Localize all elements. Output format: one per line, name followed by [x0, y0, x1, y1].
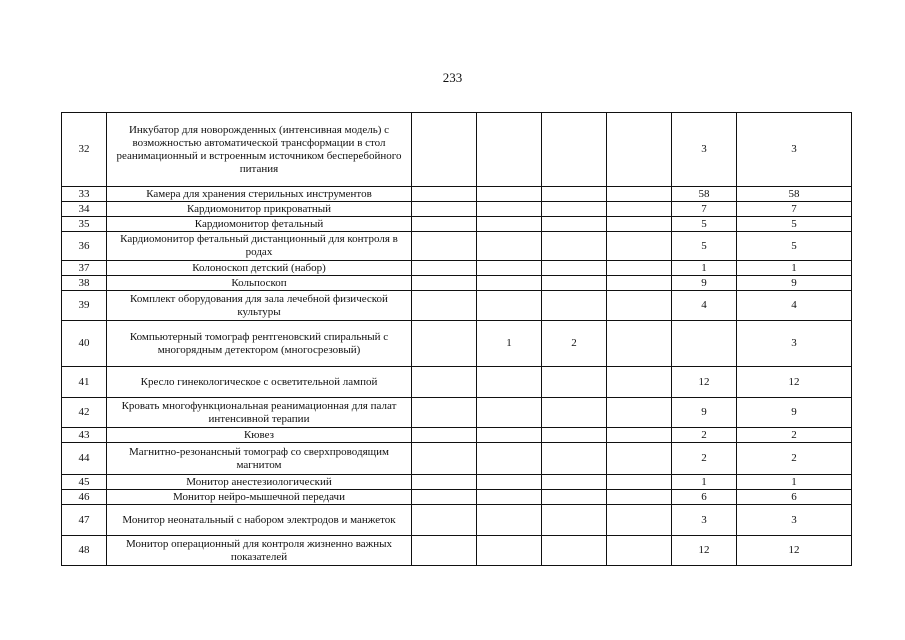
- cell-col-6: 1: [737, 261, 852, 276]
- cell-col-3: [542, 276, 607, 291]
- table-row: [62, 276, 852, 291]
- table-row: [62, 232, 852, 261]
- cell-col-5: 2: [672, 443, 737, 475]
- cell-col-1: [412, 536, 477, 566]
- cell-col-6: 5: [737, 232, 852, 261]
- cell-col-5: 3: [672, 113, 737, 187]
- cell-col-5: 7: [672, 202, 737, 217]
- cell-col-2: [477, 202, 542, 217]
- cell-col-1: [412, 291, 477, 321]
- cell-col-5: 1: [672, 475, 737, 490]
- equipment-name: Кровать многофункциональная реанимационная для палат интенсивной терапии: [107, 398, 412, 428]
- cell-col-1: [412, 202, 477, 217]
- cell-col-4: [607, 536, 672, 566]
- cell-col-6: 9: [737, 276, 852, 291]
- cell-col-2: [477, 232, 542, 261]
- equipment-name: Кардиомонитор фетальный: [107, 217, 412, 232]
- cell-col-2: [477, 367, 542, 398]
- row-number: 41: [62, 367, 107, 398]
- cell-col-1: [412, 505, 477, 536]
- cell-col-6: 2: [737, 443, 852, 475]
- cell-col-6: 3: [737, 505, 852, 536]
- cell-col-2: [477, 428, 542, 443]
- cell-col-4: [607, 202, 672, 217]
- cell-col-3: [542, 187, 607, 202]
- cell-col-3: [542, 398, 607, 428]
- equipment-name: Кардиомонитор фетальный дистанционный для контроля в родах: [107, 232, 412, 261]
- cell-col-3: [542, 536, 607, 566]
- cell-col-5: 6: [672, 490, 737, 505]
- table-row: [62, 490, 852, 505]
- cell-col-3: [542, 367, 607, 398]
- cell-col-6: 7: [737, 202, 852, 217]
- cell-col-4: [607, 398, 672, 428]
- cell-col-2: [477, 398, 542, 428]
- cell-col-3: 2: [542, 321, 607, 367]
- equipment-name: Камера для хранения стерильных инструментов: [107, 187, 412, 202]
- cell-col-3: [542, 505, 607, 536]
- equipment-name: Монитор анестезиологический: [107, 475, 412, 490]
- equipment-name: Компьютерный томограф рентгеновский спиральный с многорядным детектором (многосрезовый): [107, 321, 412, 367]
- equipment-name: Инкубатор для новорожденных (интенсивная модель) с возможностью автоматической трансформации в стол реанимационный и встроенным источником бесперебойного питания: [107, 113, 412, 187]
- table-row: [62, 202, 852, 217]
- cell-col-1: [412, 187, 477, 202]
- cell-col-5: 9: [672, 276, 737, 291]
- cell-col-2: [477, 217, 542, 232]
- cell-col-6: 58: [737, 187, 852, 202]
- table-row: [62, 536, 852, 566]
- cell-col-2: 1: [477, 321, 542, 367]
- cell-col-1: [412, 232, 477, 261]
- table-row: [62, 187, 852, 202]
- cell-col-5: 58: [672, 187, 737, 202]
- cell-col-3: [542, 428, 607, 443]
- table-row: [62, 217, 852, 232]
- row-number: 33: [62, 187, 107, 202]
- table-row: [62, 321, 852, 367]
- cell-col-1: [412, 367, 477, 398]
- table-row: [62, 475, 852, 490]
- cell-col-5: 9: [672, 398, 737, 428]
- cell-col-5: 5: [672, 217, 737, 232]
- row-number: 34: [62, 202, 107, 217]
- cell-col-5: 3: [672, 505, 737, 536]
- row-number: 46: [62, 490, 107, 505]
- equipment-name: Монитор нейро-мышечной передачи: [107, 490, 412, 505]
- table-row: [62, 505, 852, 536]
- row-number: 39: [62, 291, 107, 321]
- table-row: [62, 367, 852, 398]
- cell-col-3: [542, 291, 607, 321]
- row-number: 38: [62, 276, 107, 291]
- equipment-table-body: [62, 113, 852, 566]
- row-number: 37: [62, 261, 107, 276]
- cell-col-6: 4: [737, 291, 852, 321]
- cell-col-4: [607, 321, 672, 367]
- cell-col-6: 5: [737, 217, 852, 232]
- cell-col-5: 12: [672, 536, 737, 566]
- row-number: 43: [62, 428, 107, 443]
- equipment-name: Кардиомонитор прикроватный: [107, 202, 412, 217]
- cell-col-6: 3: [737, 321, 852, 367]
- cell-col-4: [607, 505, 672, 536]
- cell-col-1: [412, 276, 477, 291]
- cell-col-5: 2: [672, 428, 737, 443]
- cell-col-4: [607, 113, 672, 187]
- cell-col-2: [477, 536, 542, 566]
- row-number: 32: [62, 113, 107, 187]
- cell-col-5: [672, 321, 737, 367]
- table-row: [62, 291, 852, 321]
- cell-col-3: [542, 475, 607, 490]
- cell-col-2: [477, 490, 542, 505]
- cell-col-4: [607, 232, 672, 261]
- cell-col-4: [607, 187, 672, 202]
- cell-col-2: [477, 291, 542, 321]
- cell-col-6: 12: [737, 536, 852, 566]
- cell-col-4: [607, 490, 672, 505]
- cell-col-1: [412, 443, 477, 475]
- equipment-name: Кресло гинекологическое с осветительной лампой: [107, 367, 412, 398]
- equipment-table: [61, 112, 852, 566]
- equipment-name: Комплект оборудования для зала лечебной физической культуры: [107, 291, 412, 321]
- table-row: [62, 113, 852, 187]
- cell-col-1: [412, 261, 477, 276]
- cell-col-3: [542, 217, 607, 232]
- cell-col-5: 12: [672, 367, 737, 398]
- cell-col-3: [542, 202, 607, 217]
- cell-col-4: [607, 261, 672, 276]
- cell-col-4: [607, 291, 672, 321]
- cell-col-2: [477, 443, 542, 475]
- cell-col-2: [477, 475, 542, 490]
- row-number: 40: [62, 321, 107, 367]
- table-row: [62, 261, 852, 276]
- table-row: [62, 398, 852, 428]
- cell-col-4: [607, 428, 672, 443]
- row-number: 35: [62, 217, 107, 232]
- cell-col-2: [477, 276, 542, 291]
- cell-col-5: 5: [672, 232, 737, 261]
- equipment-name: Монитор операционный для контроля жизненно важных показателей: [107, 536, 412, 566]
- equipment-name: Кювез: [107, 428, 412, 443]
- cell-col-3: [542, 261, 607, 276]
- cell-col-4: [607, 217, 672, 232]
- cell-col-1: [412, 428, 477, 443]
- cell-col-4: [607, 443, 672, 475]
- cell-col-1: [412, 113, 477, 187]
- cell-col-2: [477, 505, 542, 536]
- cell-col-3: [542, 232, 607, 261]
- cell-col-6: 9: [737, 398, 852, 428]
- cell-col-5: 1: [672, 261, 737, 276]
- cell-col-2: [477, 261, 542, 276]
- equipment-name: Кольпоскоп: [107, 276, 412, 291]
- cell-col-6: 6: [737, 490, 852, 505]
- cell-col-6: 3: [737, 113, 852, 187]
- row-number: 48: [62, 536, 107, 566]
- equipment-name: Магнитно-резонансный томограф со сверхпроводящим магнитом: [107, 443, 412, 475]
- cell-col-3: [542, 443, 607, 475]
- row-number: 36: [62, 232, 107, 261]
- cell-col-1: [412, 398, 477, 428]
- cell-col-1: [412, 475, 477, 490]
- cell-col-6: 12: [737, 367, 852, 398]
- cell-col-4: [607, 475, 672, 490]
- row-number: 44: [62, 443, 107, 475]
- cell-col-5: 4: [672, 291, 737, 321]
- cell-col-6: 1: [737, 475, 852, 490]
- cell-col-2: [477, 187, 542, 202]
- table-row: [62, 443, 852, 475]
- cell-col-4: [607, 276, 672, 291]
- cell-col-4: [607, 367, 672, 398]
- cell-col-3: [542, 113, 607, 187]
- equipment-name: Монитор неонатальный с набором электродов и манжеток: [107, 505, 412, 536]
- cell-col-1: [412, 321, 477, 367]
- cell-col-2: [477, 113, 542, 187]
- cell-col-1: [412, 490, 477, 505]
- equipment-name: Колоноскоп детский (набор): [107, 261, 412, 276]
- row-number: 47: [62, 505, 107, 536]
- row-number: 45: [62, 475, 107, 490]
- cell-col-6: 2: [737, 428, 852, 443]
- table-row: [62, 428, 852, 443]
- page-number: 233: [442, 70, 463, 85]
- cell-col-1: [412, 217, 477, 232]
- row-number: 42: [62, 398, 107, 428]
- cell-col-3: [542, 490, 607, 505]
